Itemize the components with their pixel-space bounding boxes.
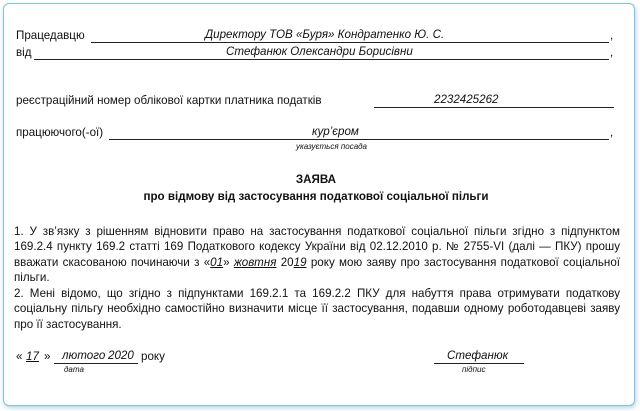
employee-value[interactable]: кур’єром <box>312 125 359 138</box>
employee-label: працюючого(-ої) <box>16 126 104 139</box>
tax-id-label: реєстраційний номер облікової картки платника податків <box>16 94 322 107</box>
paragraph-1-text-c: 20 <box>276 255 294 269</box>
employer-line <box>91 42 609 43</box>
employer-value[interactable]: Директору ТОВ «Буря» Кондратенко Ю. С. <box>205 28 445 41</box>
employer-comma: , <box>610 29 614 42</box>
date-month[interactable]: лютого <box>62 349 106 362</box>
tax-id-line <box>374 107 614 108</box>
date-hint: дата <box>64 365 84 374</box>
signature-name[interactable]: Стефанюк <box>447 349 509 362</box>
date-year[interactable]: 2020 <box>108 349 134 362</box>
paragraph-1 <box>14 224 620 286</box>
date-year-word: року <box>141 350 165 363</box>
employee-hint: указується посада <box>296 142 368 151</box>
signature-line <box>434 363 524 364</box>
from-line <box>34 59 609 60</box>
signature-hint: підпис <box>462 365 486 374</box>
document-frame <box>3 3 635 406</box>
date-month-year-line <box>54 363 138 364</box>
from-label: від <box>16 46 32 59</box>
paragraph-2: 2. Мені відомо, що згідно з підпунктами 169.2.1 та 169.2.2 ПКУ для набуття права отримувати податкову соціальну пільгу необхідно самостійно визначити місце її застосування, подавши одному роботодавцеві заяву про її застосування. <box>14 287 620 331</box>
date-close-quote: » <box>44 350 51 363</box>
employee-comma: , <box>610 126 614 139</box>
document-title: ЗАЯВА <box>295 173 337 186</box>
paragraph-1-year[interactable]: 19 <box>293 255 307 269</box>
document-subtitle: про відмову від застосування податкової соціальної пільги <box>143 190 489 203</box>
paragraph-1-day[interactable]: 01 <box>210 255 224 269</box>
tax-id-value[interactable]: 2232425262 <box>434 93 499 106</box>
from-value[interactable]: Стефанюк Олександри Борисівни <box>226 45 413 58</box>
date-open-quote: « <box>16 350 23 363</box>
paragraph-1-month[interactable]: жовтня <box>233 255 277 269</box>
employer-label: Працедавцю <box>16 29 85 42</box>
from-comma: , <box>610 46 614 59</box>
employee-line <box>109 139 609 140</box>
paragraph-1-text-d: року мою заяву про застосування податкової соціальної пільги. <box>14 255 620 285</box>
paragraph-1-text-b: » <box>223 255 234 269</box>
date-day[interactable]: 17 <box>26 350 39 363</box>
paragraph-1-text-a: 1. У зв’язку з рішенням відновити право на застосування податкової соціальної пільги згідно з підпунктом 169.2.4 пункту 169.2 статті 169 Податкового кодексу України від 02.12.2010 р. № 2755-VI (далі — ПКУ) прошу вважати скасованою починаючи з « <box>14 225 620 269</box>
